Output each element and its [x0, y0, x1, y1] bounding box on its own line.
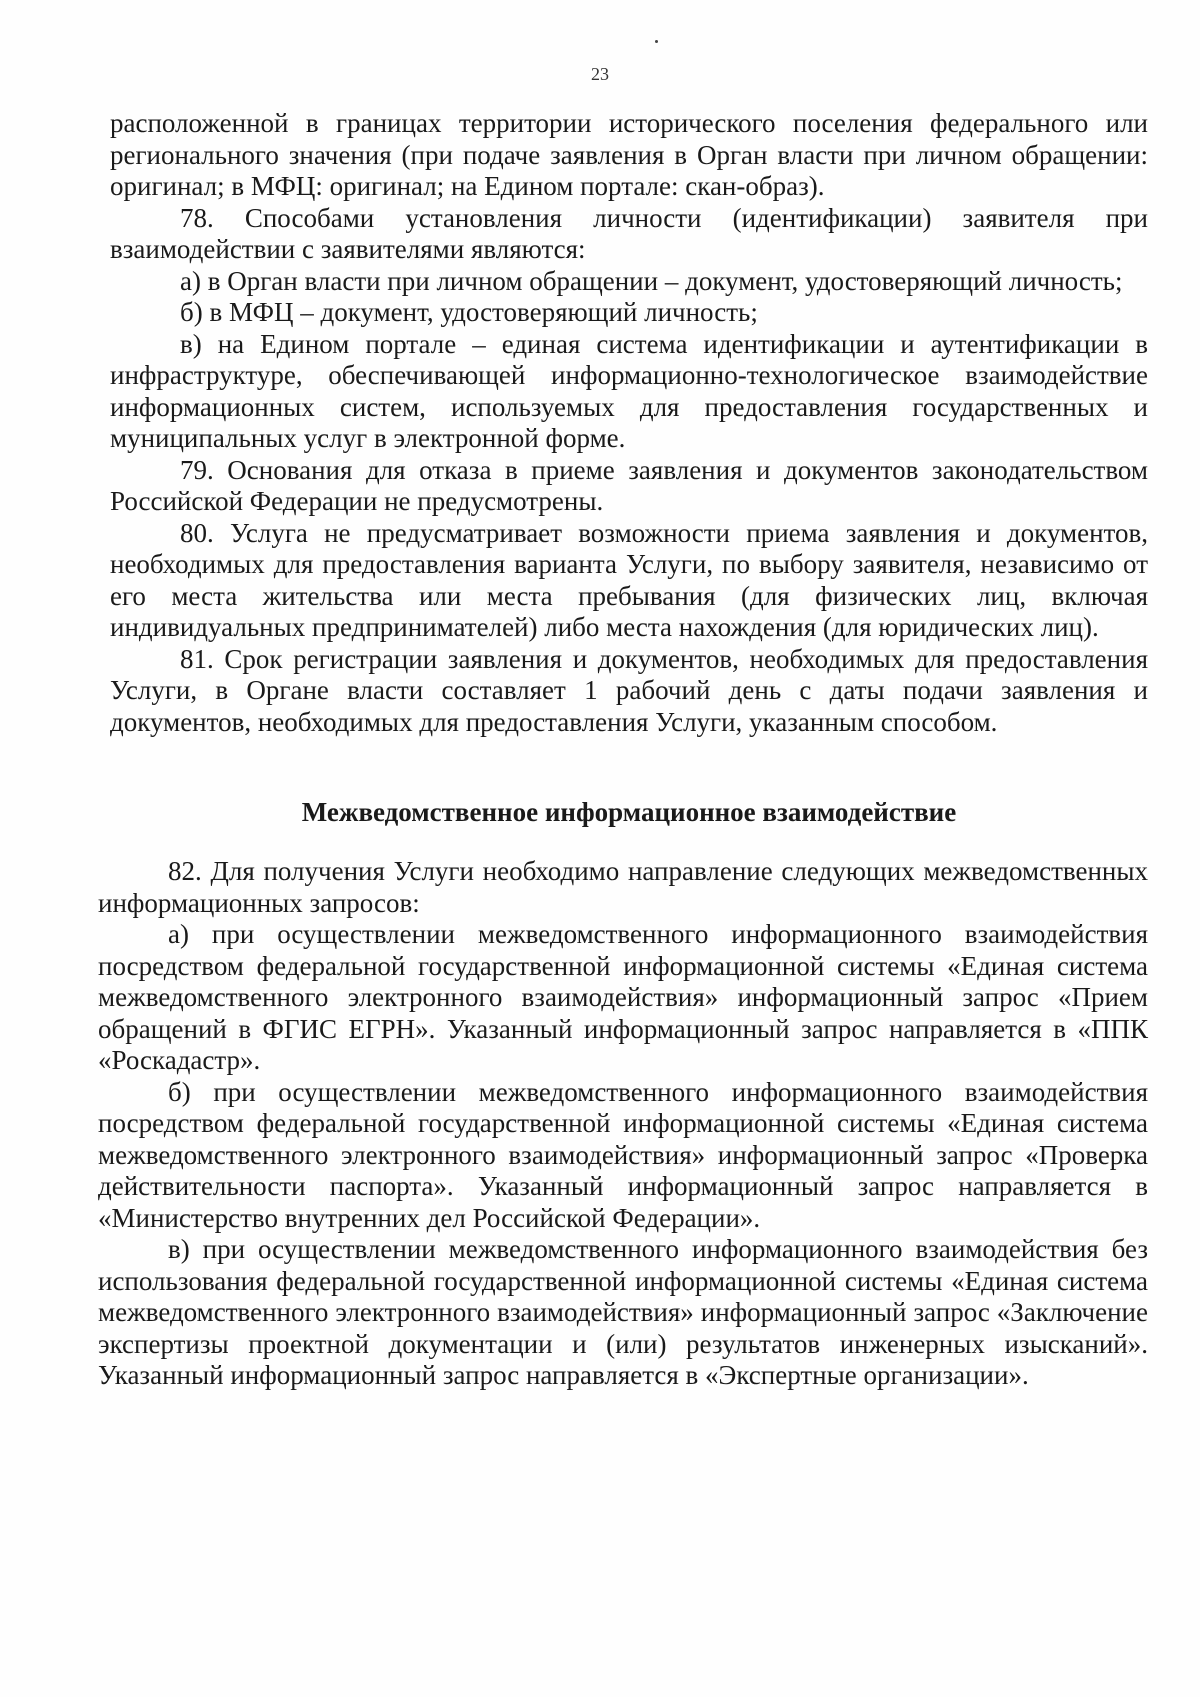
paragraph-78: 78. Способами установления личности (идентификации) заявителя при взаимодействии с заявителями являются:: [110, 202, 1148, 264]
paragraph-82-b: б) при осуществлении межведомственного информационного взаимодействия посредством федеральной государственной информационной системы «Единая система межведомственного электронного взаимодействия» информационный запрос «Проверка действительности паспорта». Указанный информационный запрос направляется в «Министерство внутренних дел Российской Федерации».: [98, 1076, 1148, 1233]
paragraph-80: 80. Услуга не предусматривает возможности приема заявления и документов, необходимых для предоставления варианта Услуги, по выбору заявителя, независимо от его места жительства или места пребывания (для физических лиц, включая индивидуальных предпринимателей) либо места нахождения (для юридических лиц).: [110, 517, 1148, 642]
paragraph-78-a: а) в Орган власти при личном обращении – документ, удостоверяющий личность;: [180, 265, 1123, 296]
page-number: 23: [591, 64, 609, 84]
paragraph-82-c: в) при осуществлении межведомственного информационного взаимодействия без использования федеральной государственной информационной системы «Единая система межведомственного электронного взаимодействия» информационный запрос «Заключение экспертизы проектной документации и (или) результатов инженерных изысканий». Указанный информационный запрос направляется в «Экспертные организации».: [98, 1234, 1148, 1390]
scan-dot-mark: [655, 40, 658, 43]
section-top: [110, 108, 1148, 738]
paragraph-81: 81. Срок регистрации заявления и документов, необходимых для предоставления Услуги, в Органе власти составляет 1 рабочий день с даты подачи заявления и документов, необходимых для предоставления Услуги, указанным способом.: [110, 643, 1148, 737]
paragraph-79: 79. Основания для отказа в приеме заявления и документов законодательством Российской Федерации не предусмотрены.: [110, 454, 1148, 516]
paragraph-82-a: а) при осуществлении межведомственного информационного взаимодействия посредством федеральной государственной информационной системы «Единая система межведомственного электронного взаимодействия» информационный запрос «Прием обращений в ФГИС ЕГРН». Указанный информационный запрос направляется в «ППК «Роскадастр».: [98, 919, 1148, 1075]
paragraph-78-b: б) в МФЦ – документ, удостоверяющий личность;: [180, 297, 758, 327]
section-bottom: [98, 856, 1148, 1392]
section-heading: Межведомственное информационное взаимодействие: [301, 797, 957, 827]
paragraph-82: 82. Для получения Услуги необходимо направление следующих межведомственных информационных запросов:: [98, 856, 1148, 918]
paragraph-78-c: в) на Едином портале – единая система идентификации и аутентификации в инфраструктуре, обеспечивающей информационно-технологическое взаимодействие информационных систем, используемых для предоставления государственных и муниципальных услуг в электронной форме.: [110, 328, 1148, 453]
document-body: [98, 108, 1148, 1392]
paragraph-continuation: расположенной в границах территории исторического поселения федерального или регионального значения (при подаче заявления в Орган власти при личном обращении: оригинал; в МФЦ: оригинал; на Едином портале: скан-образ).: [110, 108, 1148, 201]
